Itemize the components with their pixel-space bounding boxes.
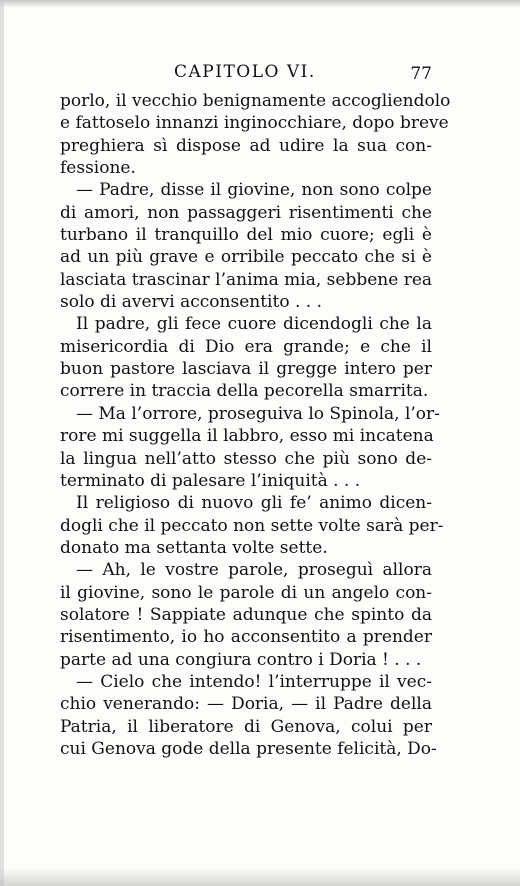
text-line: Patria, il liberatore di Genova, colui per: [60, 716, 432, 737]
body-text: [60, 90, 451, 760]
text-line: il giovine, sono le parole di un angelo con-: [60, 582, 432, 603]
text-line: cui Genova gode della presente felicità, Do-: [60, 738, 437, 759]
page-header: [60, 62, 432, 88]
text-line: solo di avervi acconsentito . . .: [60, 292, 322, 313]
text-line: porlo, il vecchio benignamente accogliendolo: [60, 91, 451, 111]
text-line: parte ad una congiura contro i Doria ! . . .: [60, 649, 422, 670]
text-line: di amori, non passaggeri risentimenti che: [60, 202, 432, 223]
text-line: e fattoselo innanzi inginocchiare, dopo breve: [60, 113, 449, 134]
text-line: — Ah, le vostre parole, proseguì allora: [76, 560, 432, 581]
text-line: dogli che il peccato non sette volte sarà per-: [60, 515, 444, 536]
running-title: CAPITOLO VI.: [174, 62, 316, 82]
text-line: donato ma settanta volte sette.: [60, 537, 328, 558]
text-line: misericordia di Dio era grande; e che il: [60, 336, 432, 357]
text-line: — Ma l’orrore, proseguiva lo Spinola, l’or-: [76, 403, 440, 424]
text-line: risentimento, io ho acconsentito a prender: [60, 627, 432, 648]
text-line: fessione.: [60, 158, 136, 179]
text-line: la lingua nell’atto stesso che più sono de-: [60, 448, 432, 469]
text-line: preghiera sì dispose ad udire la sua con-: [60, 135, 432, 156]
scan-shadow-top: [0, 0, 520, 8]
scan-shadow-left: [0, 0, 4, 886]
text-line: chio venerando: — Doria, — il Padre della: [60, 694, 432, 715]
text-line: — Padre, disse il giovine, non sono colpe: [76, 180, 432, 201]
text-line: Il padre, gli fece cuore dicendogli che la: [76, 314, 432, 335]
scan-shadow-bottom: [0, 868, 520, 886]
text-line: Il religioso di nuovo gli fe’ animo dicen-: [76, 493, 432, 514]
text-line: terminato di palesare l’iniquità . . .: [60, 470, 361, 491]
text-line: ad un più grave e orribile peccato che si è: [60, 247, 432, 268]
text-line: rore mi suggella il labbro, esso mi incatena: [60, 426, 434, 447]
text-line: turbano il tranquillo del mio cuore; egli è: [60, 225, 432, 246]
text-line: solatore ! Sappiate adunque che spinto da: [60, 604, 432, 625]
page-number: 77: [410, 64, 432, 84]
text-line: correre in traccia della pecorella smarrita.: [60, 381, 429, 402]
text-line: buon pastore lasciava il gregge intero per: [60, 359, 432, 380]
text-line: lasciata trascinar l’anima mia, sebbene rea: [60, 269, 433, 290]
text-line: — Cielo che intendo! l’interruppe il vec-: [76, 671, 432, 692]
